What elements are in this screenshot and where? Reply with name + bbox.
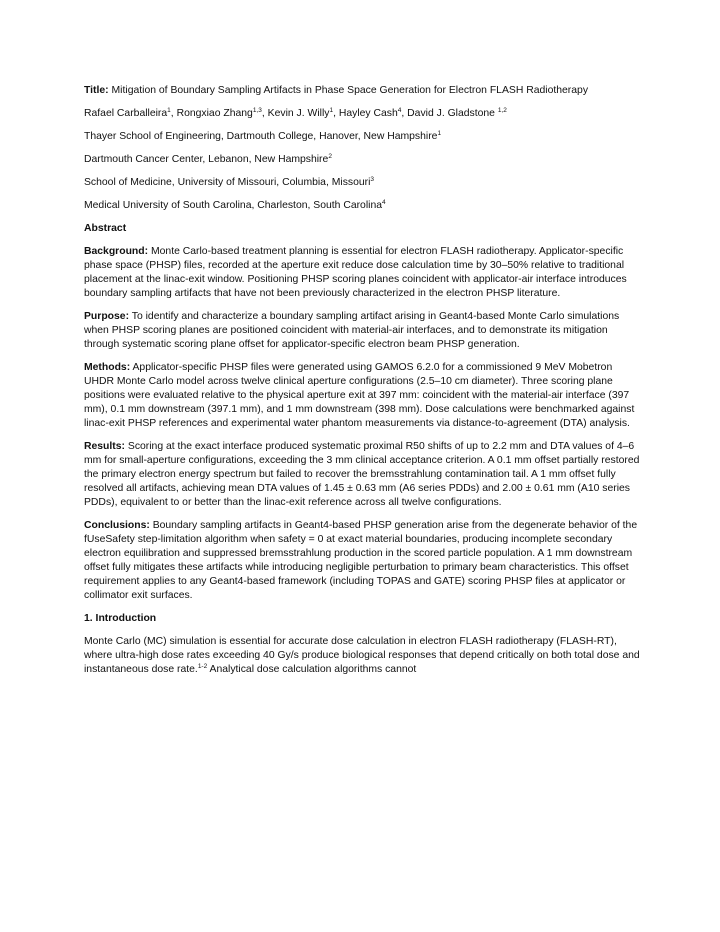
abstract-heading: Abstract <box>84 223 127 234</box>
affiliation <box>84 130 644 144</box>
abstract-methods-label: Methods: <box>84 362 131 373</box>
paper-title: Mitigation of Boundary Sampling Artifacts in Phase Space Generation for Electron FLASH Radiotherapy <box>111 85 589 96</box>
abstract-conclusions-label: Conclusions: <box>84 520 150 531</box>
abstract-conclusions <box>84 519 644 603</box>
abstract-purpose-label: Purpose: <box>84 311 130 322</box>
abstract-results-label: Results: <box>84 441 125 452</box>
affiliation <box>84 153 644 167</box>
affiliation-text: Medical University of South Carolina, Charleston, South Carolina <box>84 200 383 211</box>
author-name: David J. Gladstone <box>407 108 495 119</box>
affiliation-marker: 2 <box>328 153 332 160</box>
abstract-background-label: Background: <box>84 246 149 257</box>
author-name: Rafael Carballeira <box>84 108 168 119</box>
affiliation-marker: 3 <box>370 176 375 183</box>
introduction-text: Monte Carlo (MC) simulation is essential for accurate dose calculation in electron FLASH radiotherapy (FLASH-RT), where ultra-high dose rates exceeding 40 Gy/s produce biological responses that depend critically on both total dose and instantaneous dose rate. <box>84 636 640 675</box>
abstract-background <box>84 245 644 301</box>
title-label: Title: <box>84 85 109 96</box>
author-affiliation-marker: 1 <box>167 107 171 114</box>
abstract-purpose-text: To identify and characterize a boundary sampling artifact arising in Geant4-based Monte Carlo simulations when PHSP scoring planes are positioned coincident with material-air interfaces, and to demonstrate its mitigation through systematic scoring plane offset for applicator-specific electron beam PHSP generation. <box>84 311 620 350</box>
affiliation-text: Thayer School of Engineering, Dartmouth College, Hanover, New Hampshire <box>84 131 438 142</box>
introduction-text-continued: Analytical dose calculation algorithms cannot <box>207 664 417 675</box>
abstract-results <box>84 440 644 510</box>
author-name: Hayley Cash <box>338 108 398 119</box>
abstract-results-text: Scoring at the exact interface produced systematic proximal R50 shifts of up to 2.2 mm and DTA values of 4–6 mm for small-aperture configurations, exceeding the 3 mm clinical acceptance criterion. A 0.1 mm offset partially restored the primary electron energy spectrum but failed to recover the bremsstrahlung contamination tail. A 1 mm offset fully resolved all artifacts, achieving mean DTA values of 1.45 ± 0.63 mm (A6 series PDDs) and 2.00 ± 0.61 mm (A10 series PDDs), equivalent to or better than the linac-exit reference across all twelve configurations. <box>84 441 640 508</box>
author-affiliation-marker: 1 <box>329 107 334 114</box>
author-affiliation-marker: 1,2 <box>497 107 507 114</box>
abstract-conclusions-text: Boundary sampling artifacts in Geant4-based PHSP generation arise from the degenerate behavior of the fUseSafety step-limitation algorithm when safety = 0 at exact material boundaries, producing incomplete secondary electron equilibration and suppressed bremsstrahlung production in the scored particle population. A 1 mm downstream offset fully mitigates these artifacts while introducing negligible perturbation to primary beam characteristics. This offset requirement applies to any Geant4-based framework (including TOPAS and GATE) scoring PHSP files at applicator or collimator exit surfaces. <box>84 520 638 601</box>
affiliation <box>84 176 644 190</box>
abstract-methods-text: Applicator-specific PHSP files were generated using GAMOS 6.2.0 for a commissioned 9 MeV Mobetron UHDR Monte Carlo model across twelve clinical aperture configurations (2.5–10 cm diameter). Three scoring plane positions were evaluated relative to the physical aperture exit at 397 mm: coincident with the material-air interface (397 mm), 0.1 mm downstream (397.1 mm), and 1 mm downstream (398 mm). Dose calculations were benchmarked against linac-exit PHSP references and experimental water phantom measurements via distance-to-agreement (DTA) analysis. <box>84 362 635 429</box>
paper-page <box>84 84 644 686</box>
affiliation <box>84 199 644 213</box>
author-list: Rafael Carballeira$^1$, Rongxiao Zhang$^{1,3}$, Kevin J. Willy$^1$, Hayley Cash$^4$, David J. Gladstone $^{1,2}$ <box>84 107 507 119</box>
introduction-paragraph <box>84 635 644 677</box>
author-name: Kevin J. Willy <box>267 108 330 119</box>
citation-marker: 1-2 <box>197 663 208 670</box>
abstract-methods <box>84 361 644 431</box>
affiliation-text: School of Medicine, University of Missouri, Columbia, Missouri <box>84 177 371 188</box>
abstract-purpose <box>84 310 644 352</box>
affiliation-marker: 4 <box>382 199 386 206</box>
affiliation-text: Dartmouth Cancer Center, Lebanon, New Hampshire <box>84 154 329 165</box>
author-name: Rongxiao Zhang <box>176 108 253 119</box>
title-paragraph <box>84 84 644 98</box>
abstract-background-text: Monte Carlo-based treatment planning is essential for electron FLASH radiotherapy. Applicator-specific phase space (PHSP) files, recorded at the aperture exit reduce dose calculation time by 30–50% relative to traditional placement at the linac-exit window. Positioning PHSP scoring planes coincident with applicator-air interface introduces boundary sampling artifacts that have not been previously characterized in the electron PHSP literature. <box>84 246 627 299</box>
introduction-heading: 1. Introduction <box>84 613 157 624</box>
author-affiliation-marker: 4 <box>397 107 402 114</box>
author-affiliation-marker: 1,3 <box>252 107 262 114</box>
affiliation-marker: 1 <box>437 130 442 137</box>
